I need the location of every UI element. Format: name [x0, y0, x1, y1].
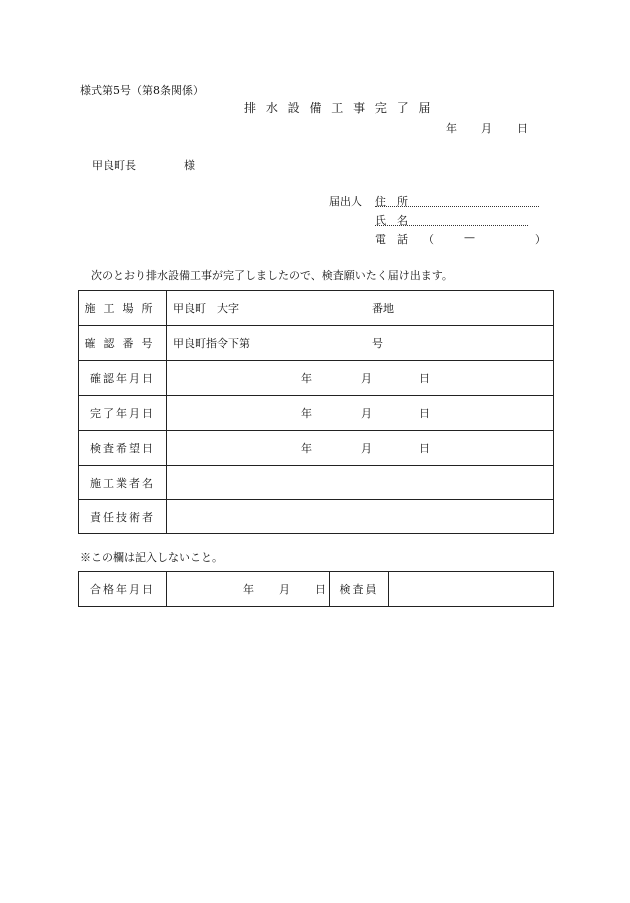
date-day: 日 [419, 372, 430, 385]
phone-label: 電 話 [375, 233, 408, 246]
row-label-confirmation-number: 確認番号 [79, 326, 167, 361]
approval-date-field[interactable] [167, 572, 330, 607]
name-label: 氏 名 [375, 214, 408, 227]
approval-table [78, 571, 554, 607]
submission-date-year: 年 [446, 122, 457, 135]
date-month: 月 [279, 583, 290, 596]
date-year: 年 [301, 372, 312, 385]
date-day: 日 [315, 583, 326, 596]
date-month: 月 [361, 442, 372, 455]
name-line[interactable] [375, 225, 528, 226]
table-row [79, 466, 554, 500]
address-label: 住 所 [375, 195, 408, 208]
date-day: 日 [419, 442, 430, 455]
submission-date-day: 日 [517, 122, 528, 135]
table-row [79, 361, 554, 396]
table-row [79, 326, 554, 361]
submission-date-month: 月 [481, 122, 492, 135]
date-day: 日 [419, 407, 430, 420]
date-year: 年 [243, 583, 254, 596]
site-prefix: 甲良町 大字 [173, 302, 239, 315]
table-row [79, 572, 554, 607]
row-label-contractor-name: 施工業者名 [79, 466, 167, 500]
completion-details-table [78, 290, 554, 534]
construction-site-field[interactable] [167, 291, 554, 326]
row-label-chief-engineer: 責任技術者 [79, 500, 167, 534]
row-label-completion-date: 完了年月日 [79, 396, 167, 431]
table-row [79, 431, 554, 466]
confirmation-date-field[interactable] [167, 361, 554, 396]
confirmation-prefix: 甲良町指令下第 [173, 337, 250, 350]
phone-dash: — [464, 231, 475, 244]
table-row [79, 500, 554, 534]
row-label-confirmation-date: 確認年月日 [79, 361, 167, 396]
applicant-label: 届出人 [329, 195, 362, 208]
table-row [79, 396, 554, 431]
date-month: 月 [361, 407, 372, 420]
completion-date-field[interactable] [167, 396, 554, 431]
form-number: 様式第5号（第8条関係） [80, 84, 204, 97]
document-title: 排 水 設 備 工 事 完 了 届 [244, 101, 434, 115]
table-row [79, 291, 554, 326]
date-month: 月 [361, 372, 372, 385]
row-label-inspection-request-date: 検査希望日 [79, 431, 167, 466]
phone-open-paren: （ [423, 233, 434, 246]
phone-close-paren: ） [535, 233, 546, 246]
site-suffix: 番地 [372, 302, 394, 315]
inspector-label: 検査員 [330, 572, 389, 607]
date-year: 年 [301, 407, 312, 420]
approval-date-label: 合格年月日 [79, 572, 167, 607]
contractor-name-field[interactable] [167, 466, 554, 500]
confirmation-number-field[interactable] [167, 326, 554, 361]
inspector-field[interactable] [389, 572, 554, 607]
confirmation-suffix: 号 [372, 337, 383, 350]
date-year: 年 [301, 442, 312, 455]
office-use-note: ※この欄は記入しないこと。 [80, 551, 223, 564]
row-label-construction-site: 施工場所 [79, 291, 167, 326]
addressee-name: 甲良町長 [92, 159, 136, 172]
addressee-honorific: 様 [184, 159, 195, 172]
inspection-request-date-field[interactable] [167, 431, 554, 466]
address-line[interactable] [375, 206, 539, 207]
chief-engineer-field[interactable] [167, 500, 554, 534]
statement-text: 次のとおり排水設備工事が完了しましたので、検査願いたく届け出ます。 [91, 269, 453, 282]
